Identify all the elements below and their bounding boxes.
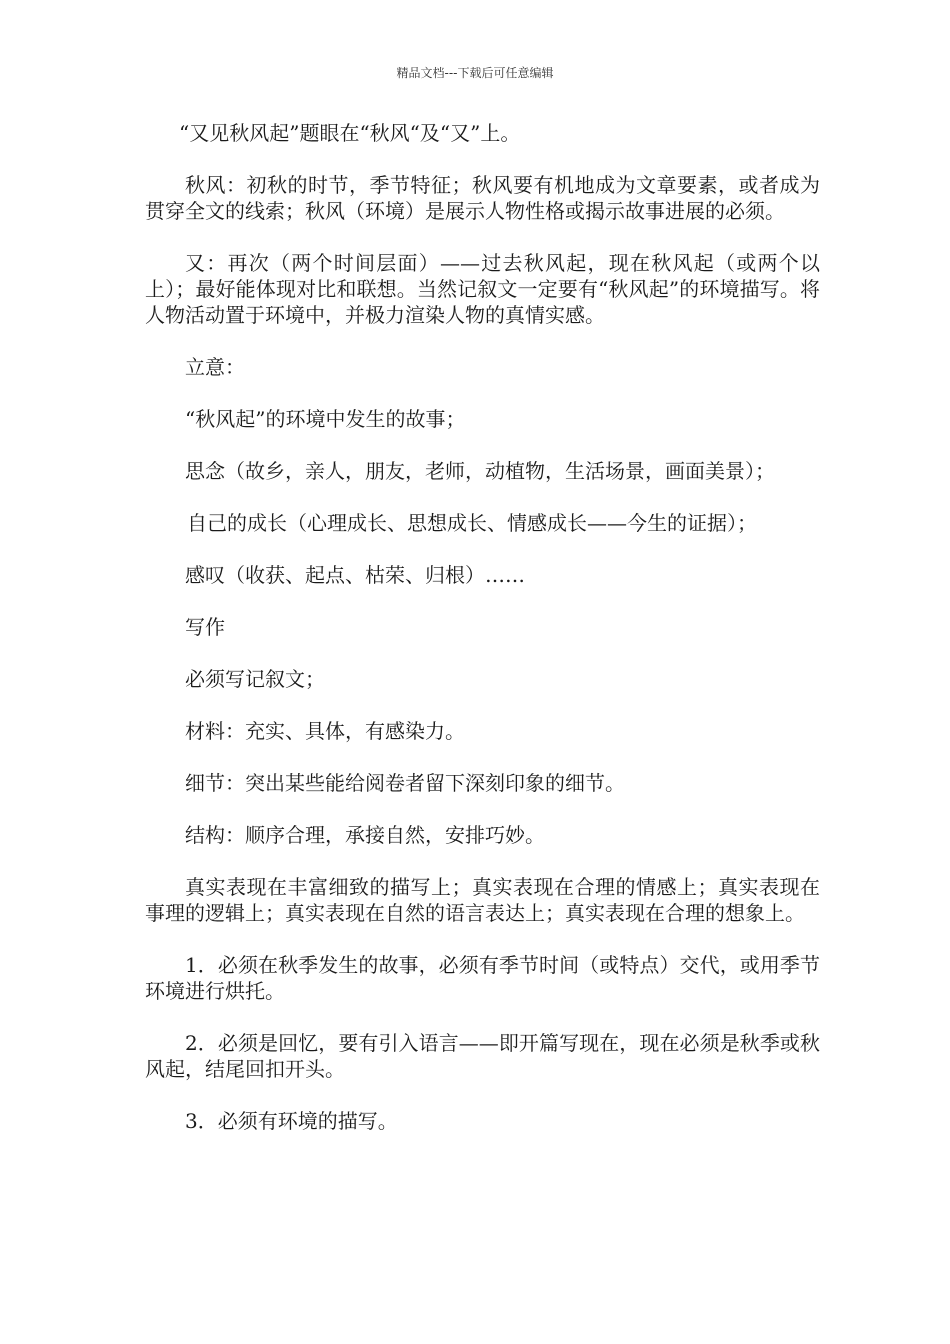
paragraph-theme-growth: 自己的成长（心理成长、思想成长、情感成长——今生的证据）； (187, 511, 757, 535)
paragraph-rule-3: 3．必须有环境的描写。 (185, 1109, 398, 1133)
paragraph-writing-heading: 写作 (185, 615, 225, 639)
paragraph-theme-longing: 思念（故乡，亲人，朋友，老师，动植物，生活场景，画面美景）； (185, 459, 775, 483)
paragraph-material: 材料：充实、具体，有感染力。 (185, 719, 465, 743)
paragraph-detail: 细节：突出某些能给阅卷者留下深刻印象的细节。 (185, 771, 625, 795)
paragraph-structure: 结构：顺序合理，承接自然，安排巧妙。 (185, 823, 545, 847)
paragraph-autumn-wind: 秋风：初秋的时节，季节特征；秋风要有机地成为文章要素，或者成为贯穿全文的线索；秋风（环境）是展示人物性格或揭示故事进展的必须。 (145, 173, 820, 223)
paragraph-theme-story: “秋风起”的环境中发生的故事； (185, 407, 466, 431)
paragraph-theme-sigh: 感叹（收获、起点、枯荣、归根）…… (185, 563, 525, 587)
paragraph-authenticity: 真实表现在丰富细致的描写上；真实表现在合理的情感上；真实表现在事理的逻辑上；真实表现在自然的语言表达上；真实表现在合理的想象上。 (145, 875, 820, 925)
paragraph-rule-2: 2．必须是回忆，要有引入语言——即开篇写现在，现在必须是秋季或秋风起，结尾回扣开头。 (145, 1031, 820, 1081)
paragraph-narrative: 必须写记叙文； (185, 667, 325, 691)
page-header: 精品文档---下载后可任意编辑 (396, 66, 554, 80)
paragraph-topic: “又见秋风起”题眼在“秋风“及“又”上。 (179, 121, 521, 145)
document-body (145, 120, 820, 1160)
paragraph-rule-1: 1．必须在秋季发生的故事，必须有季节时间（或特点）交代，或用季节环境进行烘托。 (145, 953, 820, 1003)
paragraph-theme-heading: 立意： (185, 355, 245, 379)
paragraph-again: 又：再次（两个时间层面）——过去秋风起，现在秋风起（或两个以上）；最好能体现对比和联想。当然记叙文一定要有“秋风起”的环境描写。将人物活动置于环境中，并极力渲染人物的真情实感。 (145, 251, 820, 327)
